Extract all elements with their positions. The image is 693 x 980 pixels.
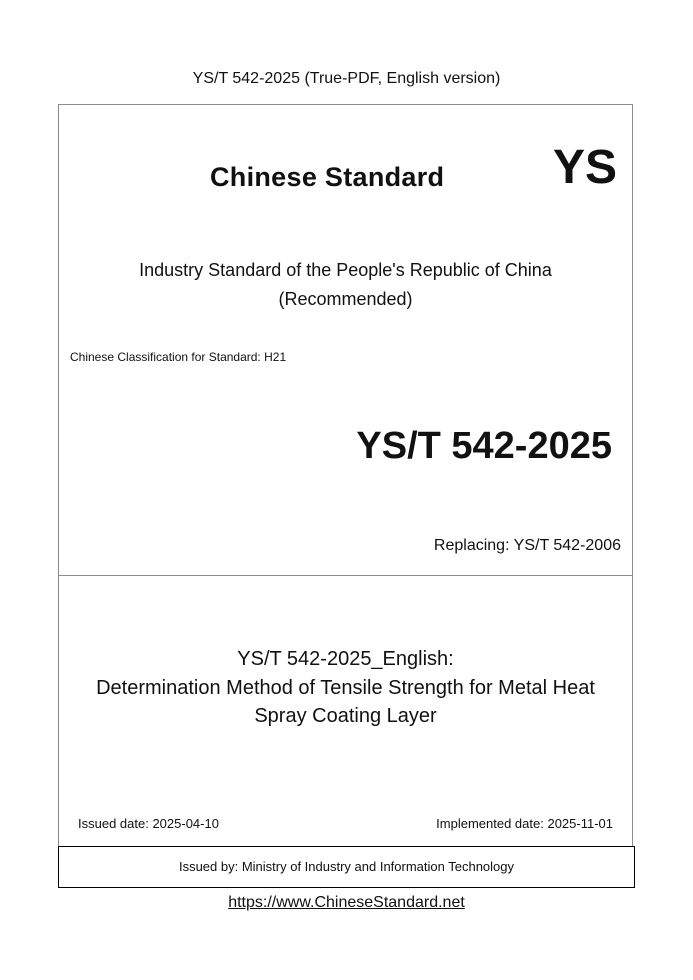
issuer-box: [58, 846, 635, 888]
standard-code-mark: YS: [553, 141, 618, 194]
recommended-label: (Recommended): [278, 289, 413, 309]
issued-date: Issued date: 2025-04-10: [78, 816, 219, 831]
implemented-date: Implemented date: 2025-11-01: [436, 816, 613, 831]
page-header-title: YS/T 542-2025 (True-PDF, English version): [192, 70, 501, 87]
issuer-text: Issued by: Ministry of Industry and Information Technology: [178, 859, 515, 874]
industry-standard-line: Industry Standard of the People's Republic of China: [139, 260, 552, 280]
standard-number: YS/T 542-2025: [356, 425, 612, 467]
document-title-line-2: Determination Method of Tensile Strength for Metal Heat: [96, 677, 595, 699]
replacing-text: Replacing: YS/T 542-2006: [433, 537, 621, 554]
document-title-line-1: YS/T 542-2025_English:: [237, 648, 454, 670]
cover-frame: [58, 104, 633, 887]
section-divider: [59, 575, 632, 576]
website-link[interactable]: https://www.ChineseStandard.net: [228, 894, 465, 911]
footer: [0, 894, 693, 912]
classification-text: Chinese Classification for Standard: H21: [70, 350, 287, 364]
brand-title: Chinese Standard: [210, 162, 445, 192]
document-title-line-3: Spray Coating Layer: [254, 705, 437, 727]
